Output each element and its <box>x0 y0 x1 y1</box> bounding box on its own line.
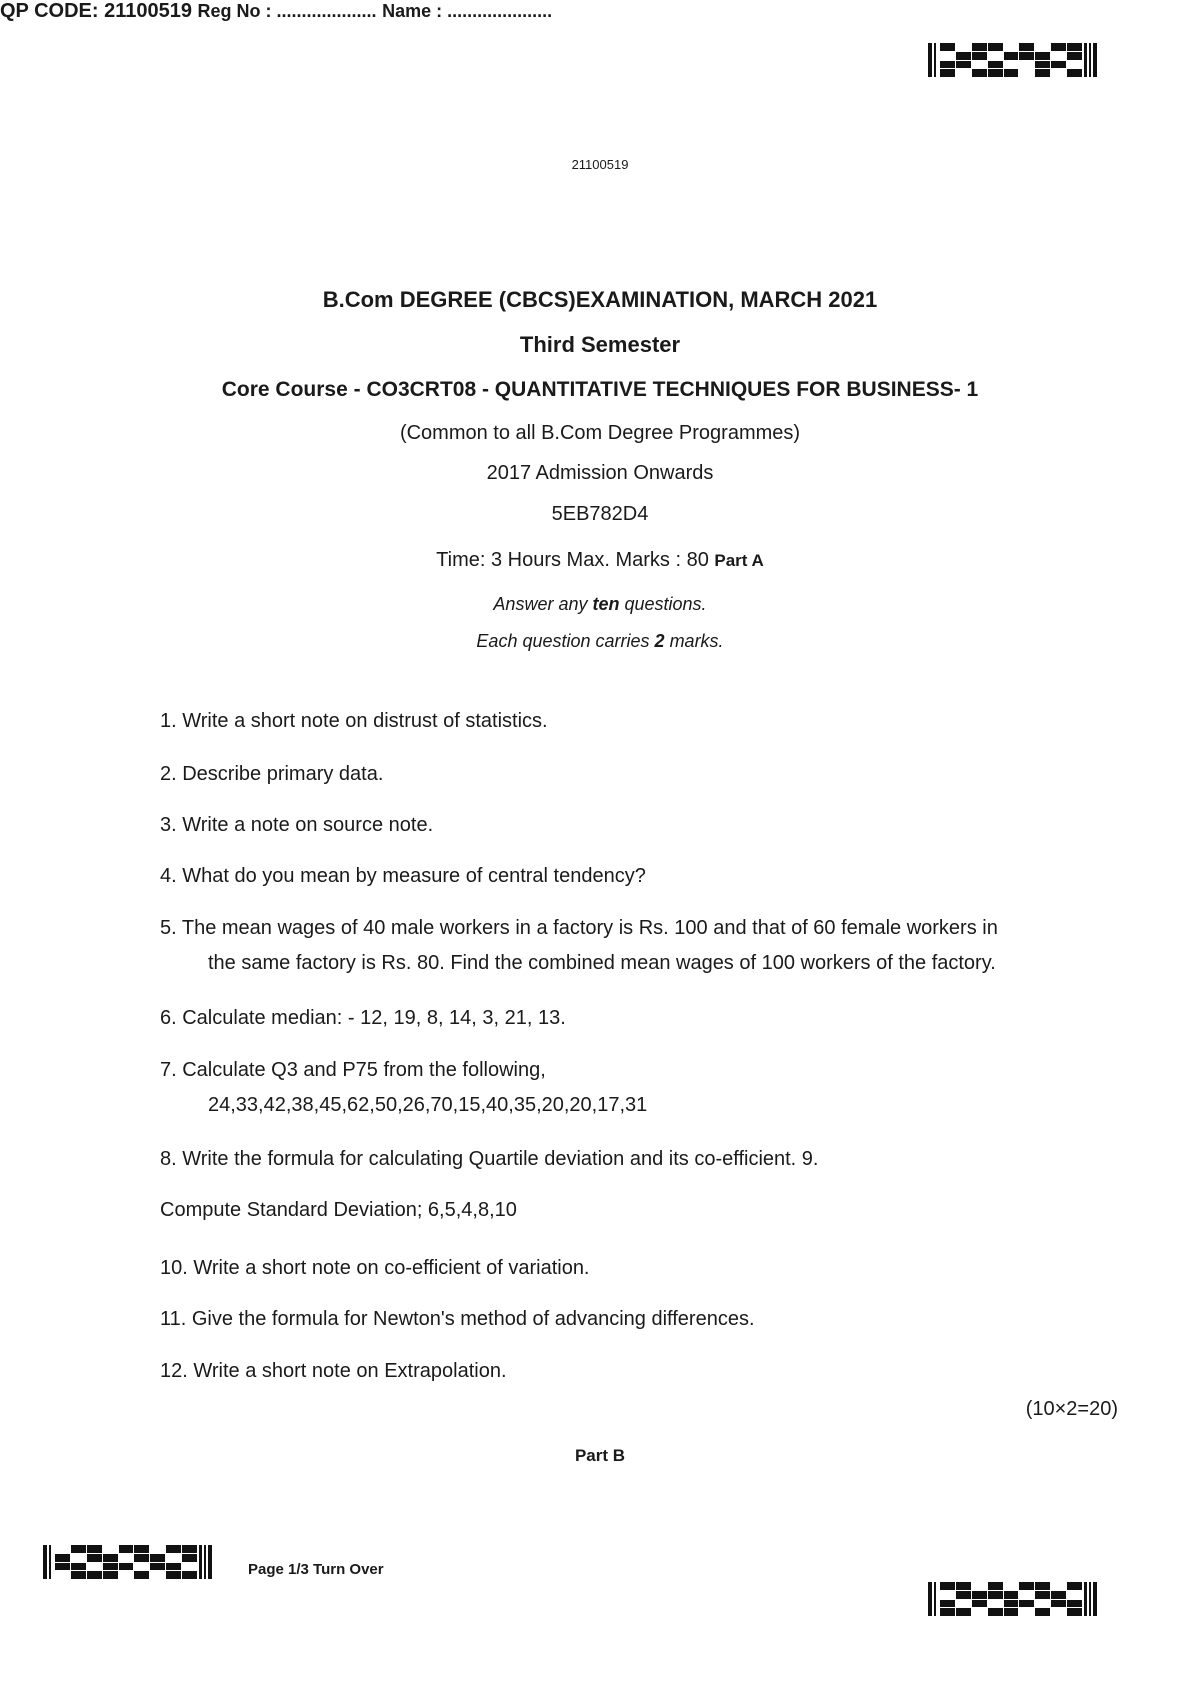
question-text: 12. Write a short note on Extrapolation. <box>160 1360 507 1382</box>
instruction-marks-each <box>0 631 1200 652</box>
question-text-continued: the same factory is Rs. 80. Find the combined mean wages of 100 workers of the factory. <box>208 952 996 974</box>
question-text: 3. Write a note on source note. <box>160 814 434 836</box>
question-text: 7. Calculate Q3 and P75 from the following, <box>160 1059 546 1081</box>
question-text: 11. Give the formula for Newton's method of advancing differences. <box>160 1308 755 1330</box>
part-b-heading: Part B <box>574 1446 626 1465</box>
page-number: Page 1/3 <box>248 1561 309 1578</box>
question-7 <box>160 1053 647 1123</box>
instruction1-post: questions. <box>624 594 707 614</box>
question-text: 6. Calculate median: - 12, 19, 8, 14, 3, 21, 13. <box>160 1007 566 1029</box>
question-text: 10. Write a short note on co-efficient of variation. <box>160 1257 590 1279</box>
qp-code: QP CODE: 21100519 <box>0 0 192 22</box>
question-text: 1. Write a short note on distrust of statistics. <box>160 710 548 732</box>
instruction-answer-any <box>0 594 1200 615</box>
instruction2-post: marks. <box>669 631 724 651</box>
question-12 <box>160 1354 507 1389</box>
question-9 <box>160 1193 517 1228</box>
question-text: 8. Write the formula for calculating Quartile deviation and its co-efficient. 9. <box>160 1148 819 1170</box>
reg-no-field: Reg No : .................... <box>197 1 377 21</box>
page-footer <box>248 1561 384 1578</box>
name-field: Name : ..................... <box>382 1 553 21</box>
question-5 <box>160 911 998 981</box>
question-text: 2. Describe primary data. <box>160 763 384 785</box>
instruction2-marks: 2 <box>654 631 665 651</box>
exam-title: B.Com DEGREE (CBCS)EXAMINATION, MARCH 2021 <box>322 287 878 312</box>
question-text: 5. The mean wages of 40 male workers in a factory is Rs. 100 and that of 60 female workers in <box>160 917 998 939</box>
question-4 <box>160 859 646 894</box>
document-code: 21100519 <box>571 157 629 172</box>
question-3 <box>160 808 433 843</box>
question-2 <box>160 757 383 792</box>
time-marks: Time: 3 Hours Max. Marks : 80 <box>436 549 709 571</box>
question-6 <box>160 1001 566 1036</box>
question-8 <box>160 1142 818 1177</box>
admission-note: 2017 Admission Onwards <box>486 462 714 484</box>
question-1 <box>160 704 548 739</box>
question-11 <box>160 1302 755 1337</box>
part-a-heading: Part A <box>714 551 764 570</box>
question-text: 4. What do you mean by measure of central tendency? <box>160 865 646 887</box>
question-text-continued: 24,33,42,38,45,62,50,26,70,15,40,35,20,20,17,31 <box>208 1094 648 1116</box>
time-marks-line <box>0 549 1200 572</box>
turn-over: Turn Over <box>313 1561 384 1578</box>
instruction1-pre: Answer any <box>493 594 588 614</box>
barcode-bottom-right <box>928 1582 1097 1616</box>
qp-code-line <box>0 0 1200 23</box>
paper-code: 5EB782D4 <box>551 503 649 525</box>
question-10 <box>160 1251 590 1286</box>
semester: Third Semester <box>519 332 681 357</box>
course-title: Core Course - CO3CRT08 - QUANTITATIVE TECHNIQUES FOR BUSINESS- 1 <box>221 378 979 401</box>
common-note: (Common to all B.Com Degree Programmes) <box>399 422 801 444</box>
barcode-bottom-left <box>43 1545 212 1579</box>
marks-summary: (10×2=20) <box>1025 1398 1118 1420</box>
instruction2-pre: Each question carries <box>476 631 650 651</box>
question-text: Compute Standard Deviation; 6,5,4,8,10 <box>160 1199 517 1221</box>
instruction1-count: ten <box>592 594 620 614</box>
barcode-top-right <box>928 43 1097 77</box>
